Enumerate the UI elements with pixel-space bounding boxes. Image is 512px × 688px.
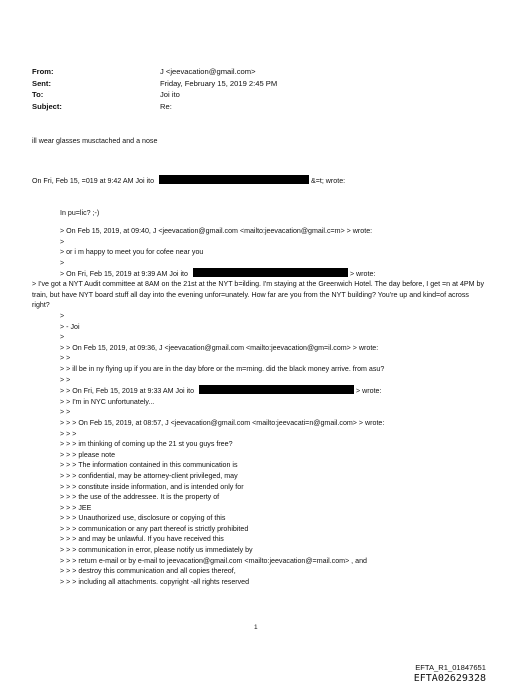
quote-line: > > > communication or any part thereof is strictly prohibited <box>60 524 249 533</box>
redaction-block <box>159 175 309 184</box>
quote-text: > wrote: <box>356 387 382 396</box>
quote-line: > > > The information contained in this communication is <box>60 461 238 470</box>
email-header <box>32 66 277 112</box>
reply-header-line <box>32 175 345 187</box>
quote-line-redacted <box>60 385 384 397</box>
quote-text: > wrote: <box>349 270 376 279</box>
subject-value: Re: <box>160 101 172 111</box>
quote-text: > > On Fri, Feb 15, 2019 at 9:33 AM Joi ito <box>60 387 195 396</box>
quoted-thread <box>60 226 375 280</box>
in-public-line: In pu=lic? ;-) <box>60 209 100 217</box>
quote-line: > > ill be in ny flying up if you are in the day bfore or the m=rning. did the black money arrive. from asu? <box>60 364 385 373</box>
bates-number: EFTA02629328 <box>413 673 486 684</box>
to-label: To: <box>32 90 44 100</box>
quoted-thread-2 <box>60 311 384 587</box>
quote-line: > > > <box>60 429 77 438</box>
sent-label: Sent: <box>32 78 51 88</box>
quote-line: > > > including all attachments. copyright -all rights reserved <box>60 577 250 586</box>
quote-line: > > > On Feb 15, 2019, at 08:57, J <jeevacation@gmail.com <mailto:jeevacati=n@gmail.com> > wrote: <box>60 418 385 427</box>
quote-line: > <box>60 333 65 342</box>
quote-line: > > > and may be unlawful. If you have received this <box>60 535 224 544</box>
quote-line: > > > communication in error, please notify us immediately by <box>60 546 253 555</box>
document-id: EFTA_R1_01847651 <box>415 663 486 672</box>
redaction-block <box>199 385 354 394</box>
quote-line: > > <box>60 375 71 384</box>
sent-row <box>32 78 277 90</box>
subject-row <box>32 101 277 113</box>
from-label: From: <box>32 67 54 76</box>
quote-paragraph: > I've got a NYT Audit committee at 8AM on the 21st at the NYT b=ilding. I'm staying at the Greenwich Hotel. The day before, I get =n at 4PM by train, but have NYT board stuff all day into the evening unfor=unately. How far are you from the NYT building? You're up and kind=of across right? <box>32 280 485 310</box>
quote-line: > - Joi <box>60 322 80 331</box>
quote-line: > On Feb 15, 2019, at 09:40, J <jeevacation@gmail.com <mailto:jeevacation@gmail.c=m> > wrote: <box>60 227 373 235</box>
quote-line: > > > destroy this communication and all copies thereof, <box>60 567 236 576</box>
to-value: Joi ito <box>160 90 180 100</box>
quote-line: > <box>60 312 65 320</box>
reply-header-text: On Fri, Feb 15, =019 at 9:42 AM Joi ito <box>32 177 155 185</box>
quote-line: > > > Unauthorized use, disclosure or copying of this <box>60 514 226 523</box>
quote-text: > On Fri, Feb 15, 2019 at 9:39 AM Joi ito <box>60 270 188 279</box>
subject-label: Subject: <box>32 101 62 111</box>
sent-value: Friday, February 15, 2019 2:45 PM <box>160 78 278 88</box>
quote-line: > > > the use of the addressee. It is the property of <box>60 493 220 502</box>
quote-line: > <box>60 237 65 246</box>
quote-line: > > On Feb 15, 2019, at 09:36, J <jeevacation@gmail.com <mailto:jeevacation@gm=il.com> > wrote: <box>60 343 379 352</box>
body-line-1: ill wear glasses musctached and a nose <box>32 137 158 145</box>
quote-line: > > > return e-mail or by e-mail to jeevacation@gmail.com <mailto:jeevacation@=mail.com> , and <box>60 556 367 565</box>
page-number: 1 <box>254 624 258 631</box>
to-row <box>32 89 277 101</box>
quote-line: > > > please note <box>60 450 116 459</box>
reply-header-end: &=t; wrote: <box>311 177 346 185</box>
redaction-block <box>193 268 348 277</box>
quote-line: > > <box>60 354 71 363</box>
quote-line: > > > im thinking of coming up the 21 st you guys free? <box>60 440 233 449</box>
quote-line: > > I'm in NYC unfortunately... <box>60 397 155 406</box>
quote-line: > > > constitute inside information, and is intended only for <box>60 482 244 491</box>
quote-line: > > <box>60 408 71 417</box>
from-row <box>32 66 277 78</box>
quote-line: > > > JEE <box>60 503 92 512</box>
from-value: J <jeevacation@gmail.com> <box>160 67 256 76</box>
quote-line: > > > confidential, may be attorney-client privileged, may <box>60 471 238 480</box>
quote-line: > or i m happy to meet you for cofee near you <box>60 248 204 257</box>
quote-line: > <box>60 258 65 267</box>
